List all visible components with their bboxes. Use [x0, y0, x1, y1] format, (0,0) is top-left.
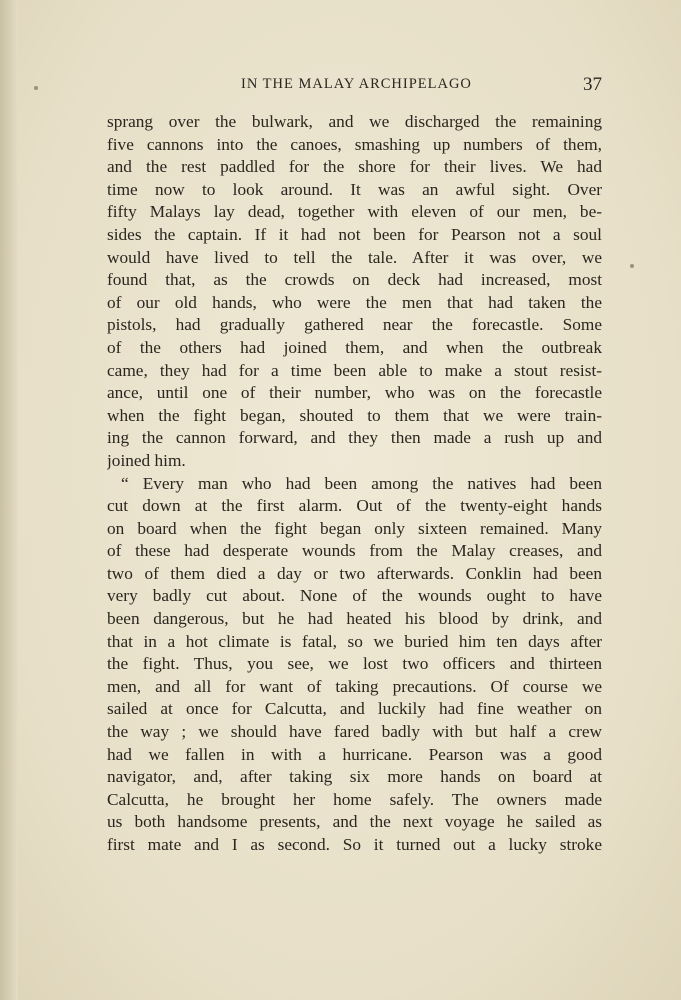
page-gutter: [0, 0, 18, 1000]
text-line: of these had desperate wounds from the Malay creases, and: [107, 541, 602, 561]
text-line: had we fallen in with a hurricane. Pearson was a good: [107, 744, 602, 764]
paper-speck: [630, 264, 634, 268]
body-text: [107, 111, 602, 857]
text-line: sailed at once for Calcutta, and luckily had fine weather on: [107, 699, 602, 719]
text-line: first mate and I as second. So it turned out a lucky stroke: [107, 835, 602, 854]
text-line: Calcutta, he brought her home safely. The owners made: [107, 789, 602, 809]
text-line: “ Every man who had been among the natives had been: [121, 473, 602, 493]
text-line: sides the captain. If it had not been for Pearson not a soul: [107, 224, 602, 244]
paper-speck: [34, 86, 38, 90]
text-line: pistols, had gradually gathered near the forecastle. Some: [107, 315, 602, 335]
text-line: would have lived to tell the tale. After it was over, we: [107, 247, 602, 267]
text-line: that in a hot climate is fatal, so we buried him ten days after: [107, 631, 602, 651]
text-line: ing the cannon forward, and they then made a rush up and: [107, 428, 602, 448]
text-line: men, and all for want of taking precautions. Of course we: [107, 676, 602, 696]
text-line: on board when the fight began only sixteen remained. Many: [107, 518, 602, 538]
text-line: of the others had joined them, and when the outbreak: [107, 337, 602, 357]
running-head-title: IN THE MALAY ARCHIPELAGO: [241, 76, 472, 92]
text-line: found that, as the crowds on deck had increased, most: [107, 270, 602, 290]
text-line: navigator, and, after taking six more hands on board at: [107, 767, 602, 787]
running-head: [107, 74, 603, 96]
text-line: two of them died a day or two afterwards. Conklin had been: [107, 563, 602, 583]
text-line: sprang over the bulwark, and we discharged the remaining: [107, 112, 602, 131]
text-line: when the fight began, shouted to them that we were train-: [107, 405, 602, 425]
text-line: ance, until one of their number, who was on the forecastle: [107, 383, 602, 403]
text-line: the way ; we should have fared badly with but half a crew: [107, 722, 602, 742]
text-line: cut down at the first alarm. Out of the twenty-eight hands: [107, 496, 602, 516]
text-line: five cannons into the canoes, smashing up numbers of them,: [107, 134, 602, 154]
text-line: fifty Malays lay dead, together with eleven of our men, be-: [107, 202, 602, 222]
text-line: time now to look around. It was an awful sight. Over: [107, 179, 602, 199]
text-line: joined him.: [107, 450, 186, 470]
text-line: and the rest paddled for the shore for their lives. We had: [107, 157, 602, 177]
text-line: the fight. Thus, you see, we lost two officers and thirteen: [107, 654, 602, 674]
text-line: been dangerous, but he had heated his blood by drink, and: [107, 609, 602, 629]
text-line: very badly cut about. None of the wounds ought to have: [107, 586, 602, 606]
page-number: 37: [583, 74, 602, 95]
text-line: came, they had for a time been able to make a stout resist-: [107, 360, 602, 380]
text-line: of our old hands, who were the men that had taken the: [107, 292, 602, 312]
text-line: us both handsome presents, and the next voyage he sailed as: [107, 812, 602, 832]
